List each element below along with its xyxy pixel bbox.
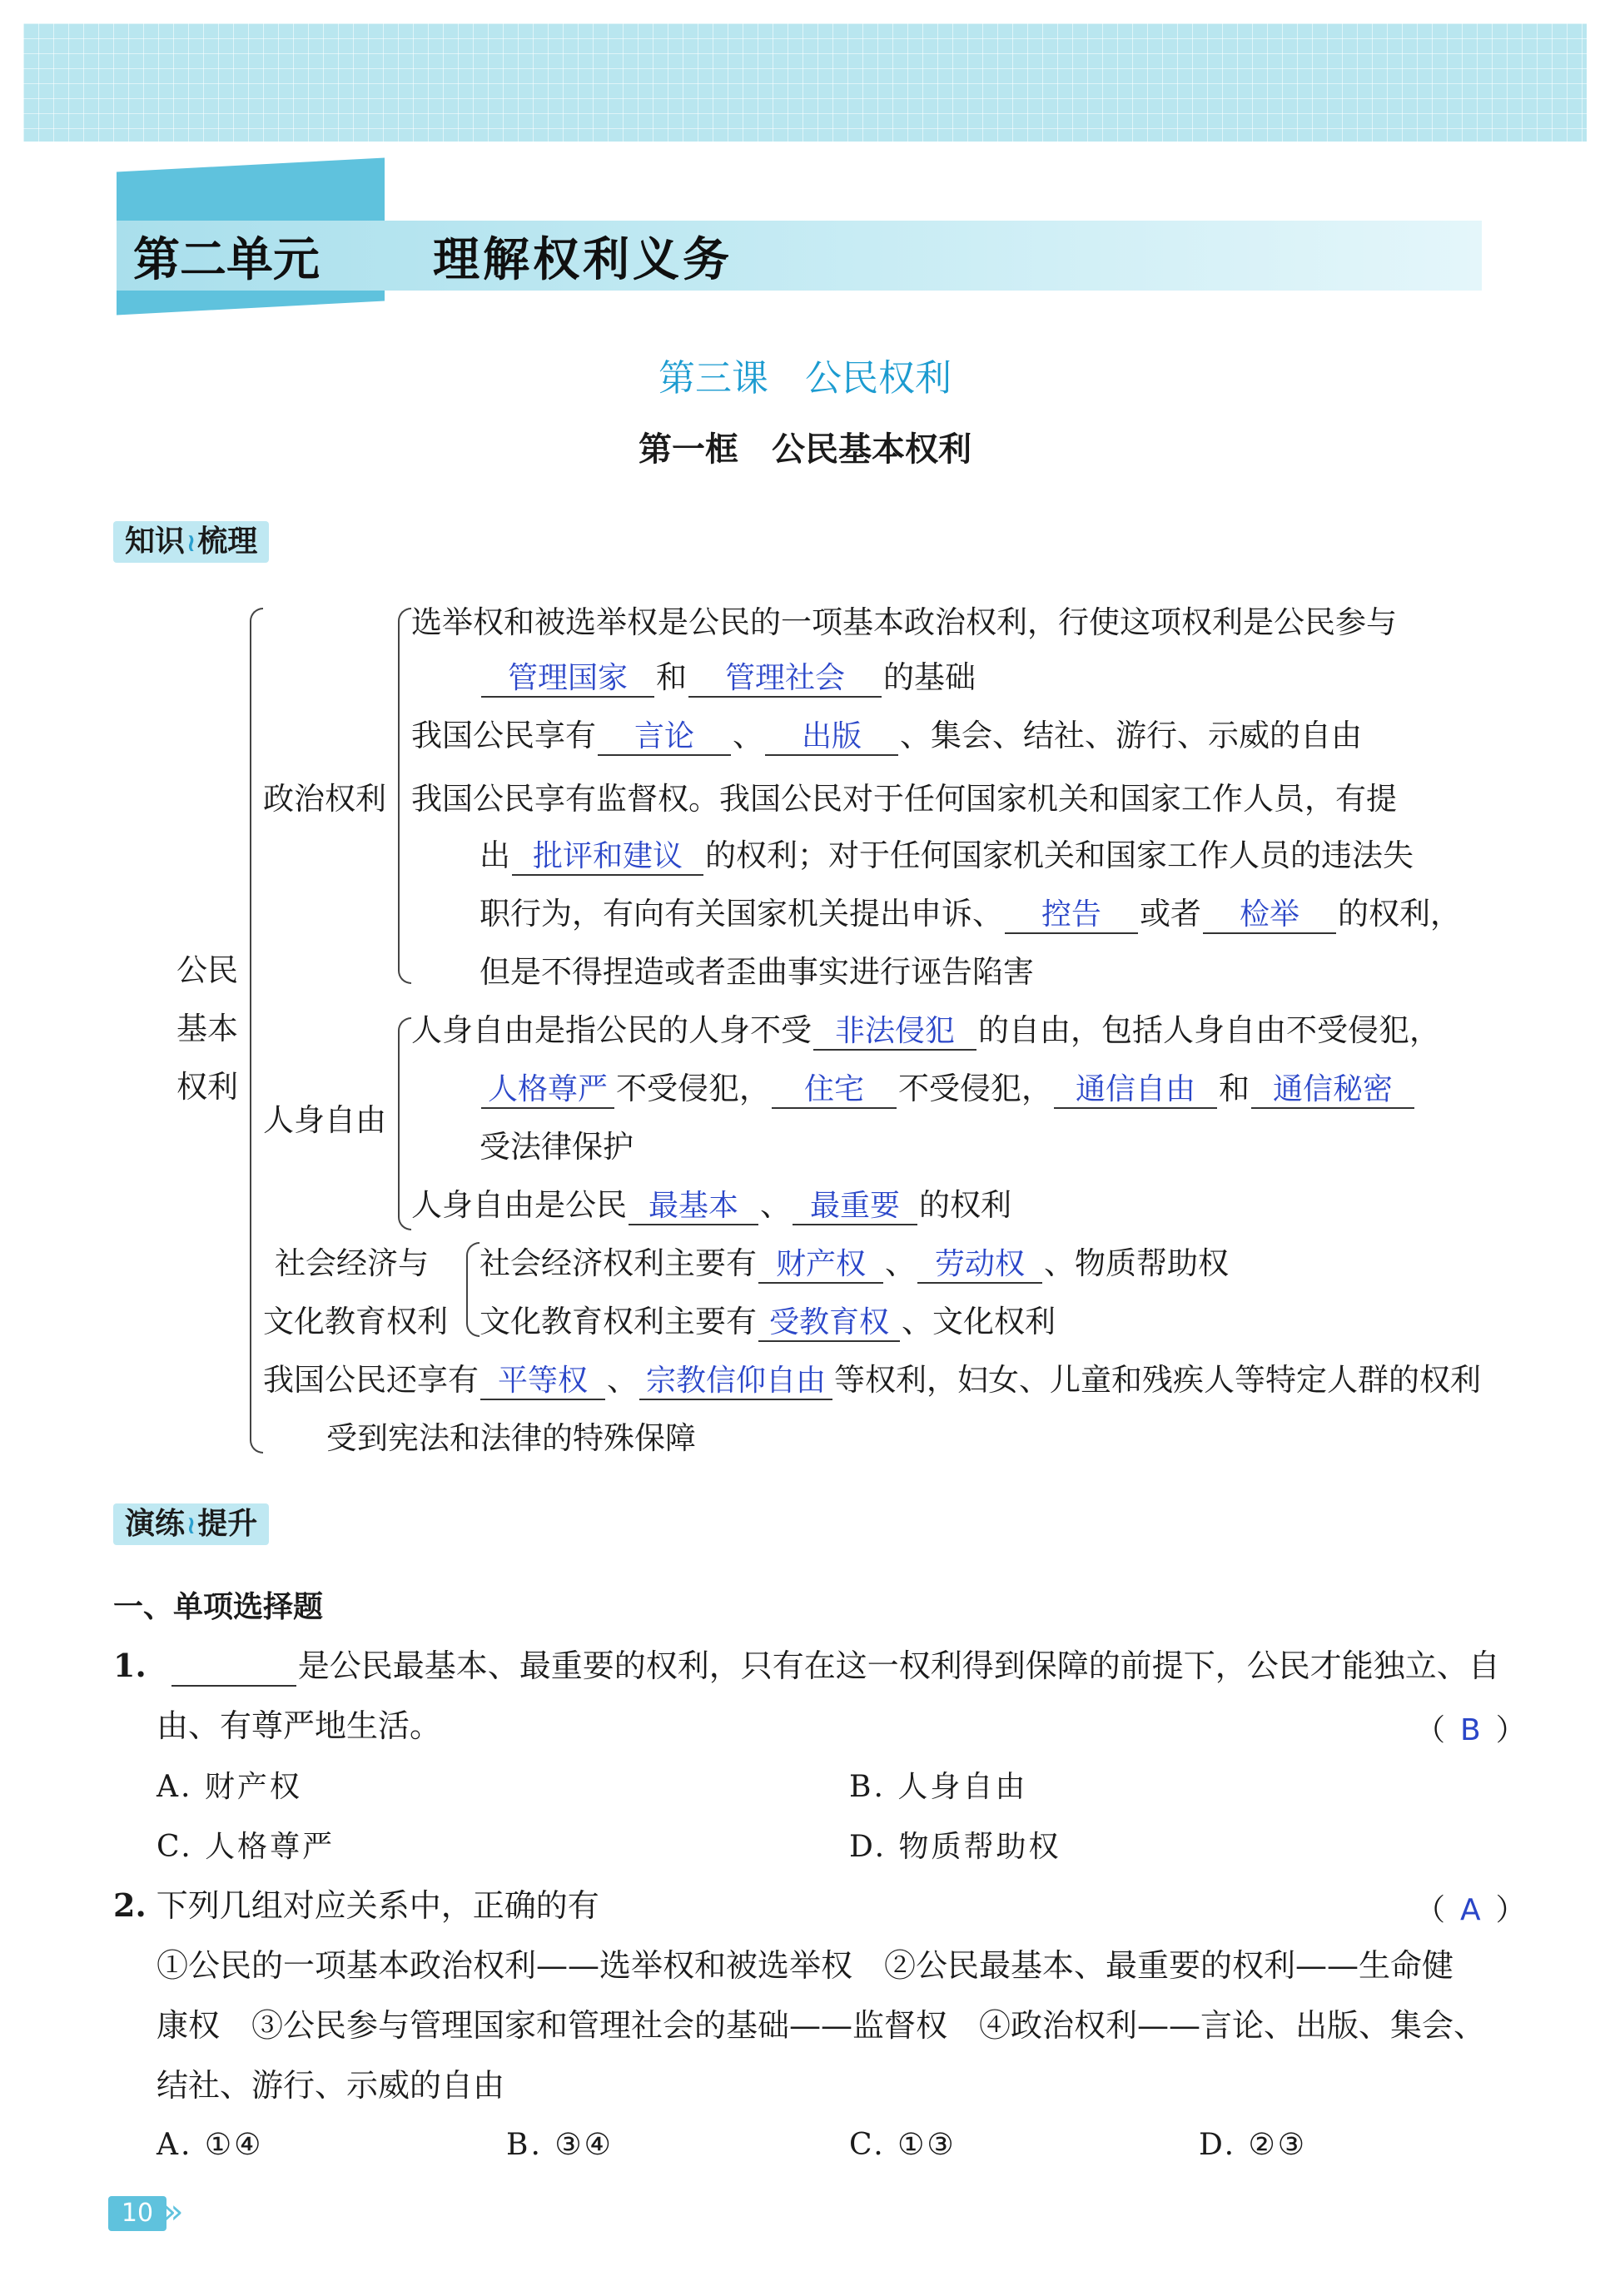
text-segment: 和 [1219, 1071, 1250, 1106]
unit-title-strip [117, 221, 1482, 291]
question-text: 是公民最基本、最重要的权利，只有在这一权利得到保障的前提下，公民才能独立、自 [297, 1647, 1500, 1684]
political-brace [398, 608, 411, 984]
answer-paren [1415, 1707, 1526, 1749]
text-segment: 的权利， [1338, 896, 1461, 932]
option-c: C. 人格尊严 [157, 1830, 335, 1864]
political-line-5 [480, 836, 1414, 876]
answer-blank: 人格尊严 [481, 1072, 614, 1109]
text-segment: 的基础 [883, 659, 976, 695]
section-heading: 一、单项选择题 [113, 1590, 324, 1624]
answer-blank: 财产权 [758, 1247, 883, 1284]
text-segment: 不受侵犯， [616, 1071, 770, 1106]
text-segment: 、文化权利 [902, 1304, 1056, 1339]
frame-title: 第一框 公民基本权利 [639, 430, 971, 469]
answer-blank: 言论 [598, 719, 731, 756]
answer-blank: 批评和建议 [512, 839, 703, 876]
text-segment: 出 [480, 837, 510, 873]
answer-blank: 宗教信仰自由 [639, 1364, 832, 1400]
political-line-6 [480, 894, 1461, 934]
text-segment: 我国公民还享有 [263, 1362, 479, 1398]
answer-value: B [1460, 1713, 1481, 1747]
answer-blank: 最基本 [629, 1189, 758, 1225]
other-line-1 [263, 1360, 1481, 1400]
option-b: B. ③④ [506, 2128, 614, 2162]
answer-blank: 通信秘密 [1251, 1072, 1414, 1109]
paren-close: ） [1495, 1713, 1526, 1747]
text-segment: 职行为，有向有关国家机关提出申诉、 [480, 896, 1003, 932]
text-segment: 等权利，妇女、儿童和残疾人等特定人群的权利 [834, 1362, 1481, 1398]
paren-open: （ [1415, 1713, 1446, 1747]
text-segment: 的权利；对于任何国家机关和国家工作人员的违法失 [705, 837, 1414, 873]
answer-blank: 检举 [1203, 897, 1336, 934]
answer-blank: 管理社会 [688, 661, 882, 698]
answer-paren [1415, 1886, 1526, 1929]
social-brace [466, 1242, 480, 1337]
question-2-line-2: ①公民的一项基本政治权利——选举权和被选举权 ②公民最基本、最重要的权利——生命健 [157, 1947, 1454, 1984]
option-d: D. ②③ [1199, 2128, 1308, 2162]
question-2-line-4: 结社、游行、示威的自由 [157, 2067, 505, 2104]
text-segment: 、 [885, 1245, 916, 1281]
option-b: B. 人身自由 [849, 1770, 1028, 1804]
answer-blank: 住宅 [772, 1072, 897, 1109]
text-segment: 或者 [1140, 896, 1201, 932]
answer-blank: 管理国家 [481, 661, 654, 698]
answer-blank: 通信自由 [1054, 1072, 1217, 1109]
answer-blank: 受教育权 [758, 1305, 900, 1342]
personal-line-4 [411, 1185, 1011, 1225]
question-text: 下列几组对应关系中，正确的有 [156, 1887, 599, 1924]
political-line-4: 我国公民享有监督权。我国公民对于任何国家机关和国家工作人员，有提 [411, 781, 1397, 817]
double-chevron-icon: » [163, 2193, 184, 2231]
page-number: 10 [108, 2196, 166, 2231]
text-segment: 我国公民享有 [411, 718, 596, 753]
wave-icon: ≀ [186, 1511, 196, 1540]
paren-close: ） [1495, 1893, 1526, 1927]
tag-right-text: 梳理 [197, 524, 258, 559]
practice-tag [113, 1503, 269, 1545]
paren-open: （ [1415, 1893, 1446, 1927]
social-label-line-1: 社会经济与 [275, 1245, 429, 1281]
text-segment: 、集会、结社、游行、示威的自由 [900, 718, 1362, 753]
personal-freedom-label: 人身自由 [263, 1102, 386, 1138]
tree-root-line-3: 权利 [176, 1069, 238, 1105]
option-c: C. ①③ [849, 2128, 957, 2162]
answer-blank: 控告 [1005, 897, 1138, 934]
personal-line-2 [480, 1069, 1416, 1109]
question-number: 1. [113, 1647, 147, 1684]
social-line-1 [480, 1244, 1229, 1284]
text-segment: 和 [656, 659, 687, 695]
answer-blank-empty [171, 1685, 296, 1687]
other-line-2: 受到宪法和法律的特殊保障 [326, 1420, 696, 1456]
text-segment: 人身自由是指公民的人身不受 [411, 1012, 812, 1048]
text-segment: 社会经济权利主要有 [480, 1245, 757, 1281]
political-line-7: 但是不得捏造或者歪曲事实进行诬告陷害 [480, 954, 1034, 990]
header-banner [23, 23, 1587, 142]
answer-blank: 最重要 [793, 1189, 917, 1225]
question-2-line-1 [113, 1885, 599, 1926]
option-a: A. 财产权 [157, 1770, 302, 1804]
answer-blank: 劳动权 [917, 1247, 1042, 1284]
question-number: 2. [113, 1886, 147, 1924]
text-segment: 的自由，包括人身自由不受侵犯， [978, 1012, 1440, 1048]
text-segment: 的权利 [919, 1187, 1011, 1223]
text-segment: 人身自由是公民 [411, 1187, 627, 1223]
personal-line-3: 受法律保护 [480, 1129, 634, 1165]
text-segment: 不受侵犯， [898, 1071, 1052, 1106]
wave-icon: ≀ [186, 529, 196, 558]
text-segment: 、 [760, 1187, 791, 1223]
tag-left-text: 知识 [125, 524, 186, 559]
text-segment: 、 [607, 1362, 638, 1398]
tree-root-line-1: 公民 [176, 952, 238, 988]
knowledge-summary-tag [113, 521, 269, 563]
question-2-line-3: 康权 ③公民参与管理国家和管理社会的基础——监督权 ④政治权利——言论、出版、集会、 [157, 2007, 1486, 2044]
text-segment: 、物质帮助权 [1044, 1245, 1229, 1281]
question-1-line-2: 由、有尊严地生活。 [157, 1707, 442, 1744]
text-segment: 文化教育权利主要有 [480, 1304, 757, 1339]
social-line-2 [480, 1302, 1056, 1342]
answer-blank: 出版 [765, 719, 898, 756]
political-line-1: 选举权和被选举权是公民的一项基本政治权利，行使这项权利是公民参与 [411, 604, 1397, 640]
lesson-title: 第三课 公民权利 [658, 357, 952, 400]
answer-value: A [1460, 1893, 1481, 1927]
personal-line-1 [411, 1011, 1440, 1051]
tag-left-text: 演练 [125, 1507, 186, 1541]
answer-blank: 非法侵犯 [813, 1014, 976, 1051]
text-segment: 、 [733, 718, 763, 753]
question-1-line-1 [113, 1645, 1500, 1687]
social-label-line-2: 文化教育权利 [263, 1304, 448, 1339]
personal-brace [398, 1017, 411, 1230]
unit-label: 第二单元 [133, 233, 320, 287]
political-line-2 [480, 658, 976, 698]
root-brace [250, 608, 263, 1454]
option-a: A. ①④ [157, 2128, 264, 2162]
answer-blank: 平等权 [480, 1364, 605, 1400]
tree-root-line-2: 基本 [176, 1011, 238, 1046]
political-rights-label: 政治权利 [263, 781, 386, 817]
political-line-3 [411, 716, 1362, 756]
option-d: D. 物质帮助权 [849, 1830, 1061, 1864]
tag-right-text: 提升 [197, 1507, 258, 1541]
unit-title: 理解权利义务 [433, 233, 733, 287]
